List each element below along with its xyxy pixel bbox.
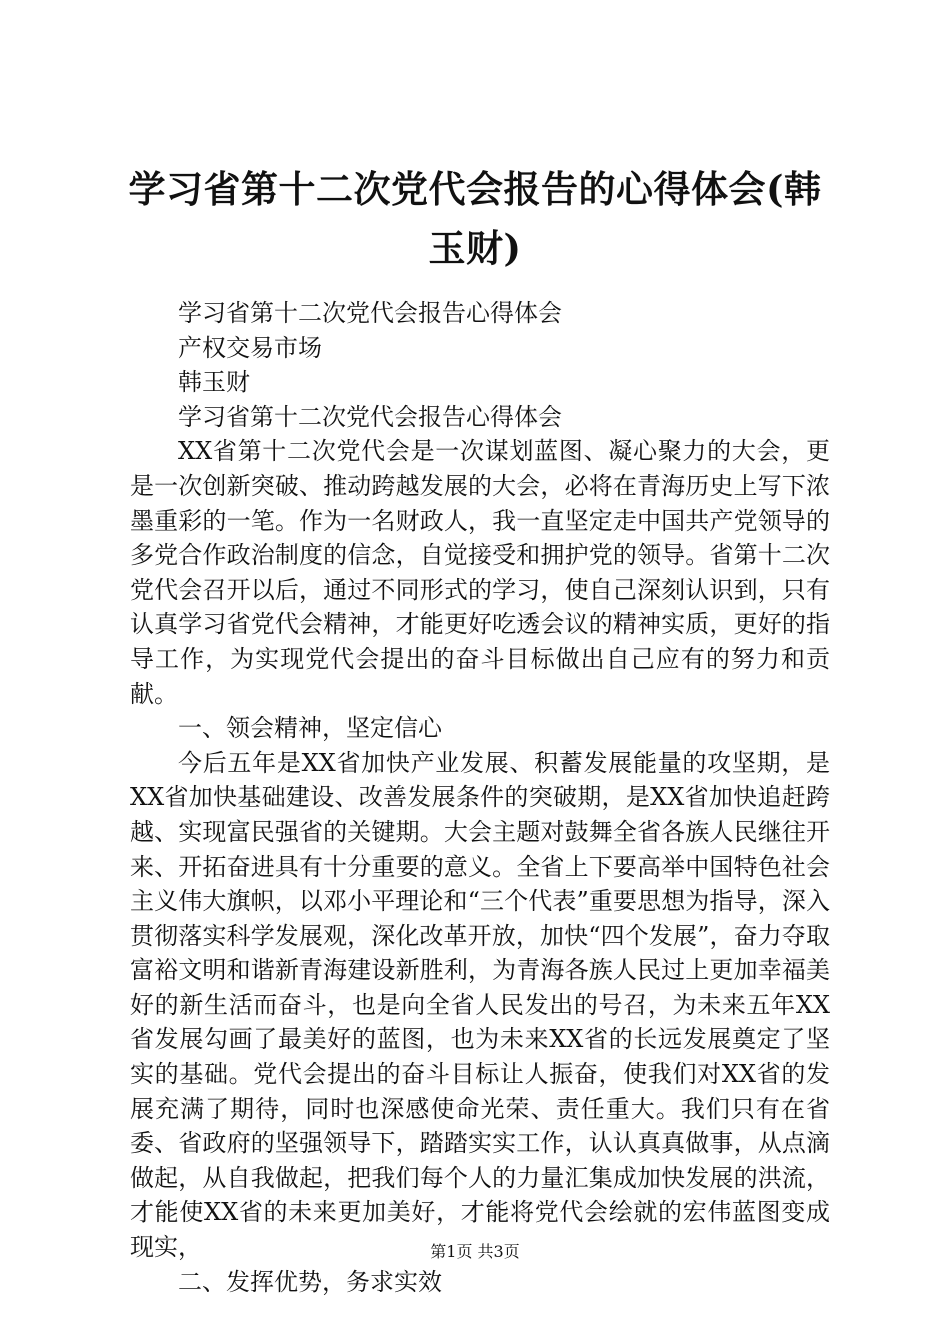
section-heading-2: 二、发挥优势，务求实效 — [178, 1267, 442, 1296]
page-number: 第1页 共3页 — [430, 1242, 520, 1261]
paragraph-section-1: 今后五年是XX省加快产业发展、积蓄发展能量的攻坚期，是XX省加快基础建设、改善发展条件的突破期，是XX省加快追赶跨越、实现富民强省的关键期。大会主题对鼓舞全省各族人民继往开来、开拓奋进具有十分重要的意义。全省上下要高举中国特色社会主义伟大旗帜，以邓小平理论和“三个代表”重要思想为指导，深入贯彻落实科学发展观，深化改革开放，加快“四个发展”，奋力夺取富裕文明和谐新青海建设新胜利，为青海各族人民过上更加幸福美好的新生活而奋斗，也是向全省人民发出的号召，为未来五年XX省发展勾画了最美好的蓝图，也为未来XX省的长远发展奠定了坚实的基础。党代会提出的奋斗目标让人振奋，使我们对XX省的发展充满了期待，同时也深感使命光荣、责任重大。我们只有在省委、省政府的坚强领导下，踏踏实实工作，认认真真做事，从点滴做起，从自我做起，把我们每个人的力量汇集成加快发展的洪流，才能使XX省的未来更加美好，才能将党代会绘就的宏伟蓝图变成现实， — [130, 748, 830, 1262]
paragraph-organization: 产权交易市场 — [178, 333, 322, 362]
paragraph-heading: 学习省第十二次党代会报告心得体会 — [178, 402, 562, 431]
paragraph-subtitle: 学习省第十二次党代会报告心得体会 — [178, 299, 562, 327]
paragraph-author: 韩玉财 — [178, 368, 250, 397]
paragraph-intro: XX省第十二次党代会是一次谋划蓝图、凝心聚力的大会，更是一次创新突破、推动跨越发展的大会，必将在青海历史上写下浓墨重彩的一笔。作为一名财政人，我一直坚定走中国共产党领导的多党合作政治制度的信念，自觉接受和拥护党的领导。省第十二次党代会召开以后，通过不同形式的学习，使自己深刻认识到，只有认真学习省党代会精神，才能更好吃透会议的精神实质，更好的指导工作，为实现党代会提出的奋斗目标做出自己应有的努力和贡献。 — [130, 437, 830, 708]
document-body — [130, 296, 830, 1299]
document-title: 学习省第十二次党代会报告的心得体会(韩玉财) — [128, 167, 822, 270]
section-heading-1: 一、领会精神，坚定信心 — [178, 714, 442, 743]
